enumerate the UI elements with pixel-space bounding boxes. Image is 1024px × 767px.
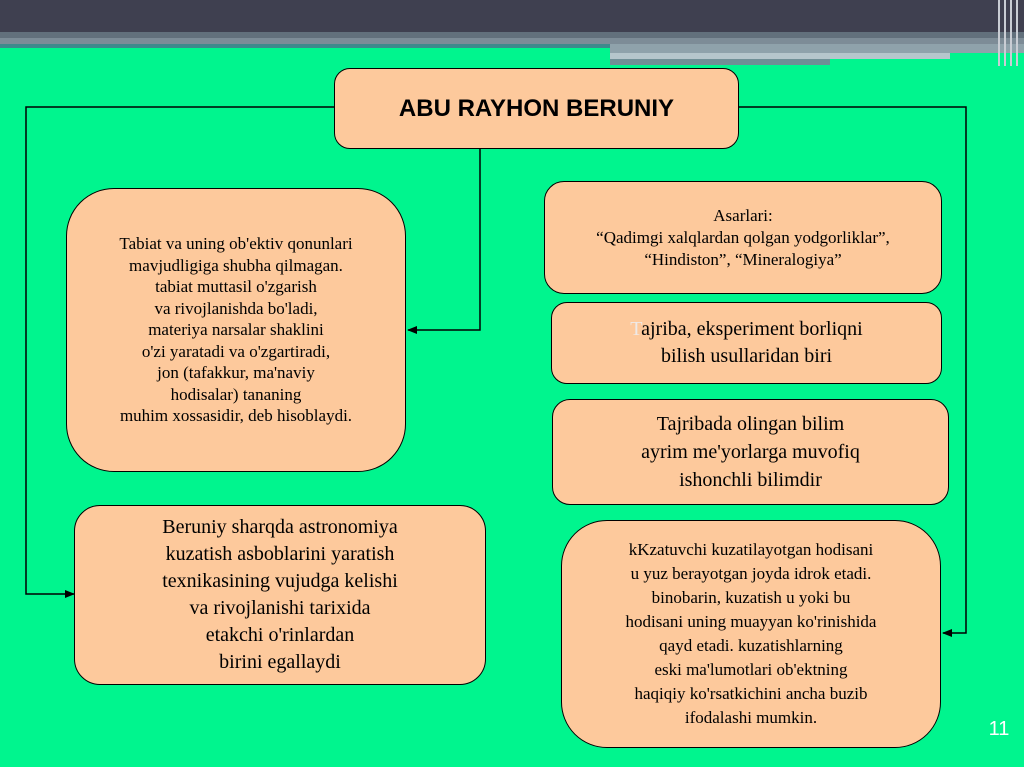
works-box: [544, 181, 942, 294]
diagram-title: ABU RAYHON BERUNIY: [334, 68, 739, 149]
experiment-first-letter: T: [630, 318, 642, 340]
astronomy-box: [74, 505, 486, 685]
knowledge-box: [552, 399, 949, 505]
experiment-text: ajriba, eksperiment borliqni bilish usullaridan biri: [641, 318, 863, 367]
experiment-text-wrapper: [630, 316, 862, 370]
experiment-box: [551, 302, 942, 384]
nature-laws-box: [66, 188, 406, 472]
astronomy-text: Beruniy sharqda astronomiya kuzatish asboblarini yaratish texnikasining vujudga kelishi va rivojlanishi tarixida etakchi o'rinlardan birini egallaydi: [162, 516, 398, 673]
works-text: Asarlari: “Qadimgi xalqlardan qolgan yodgorliklar”, “Hindiston”, “Mineralogiya”: [596, 205, 890, 269]
page-number: 11: [988, 718, 1010, 740]
connector-to-left-top-box: [408, 149, 480, 330]
nature-laws-text: Tabiat va uning ob'ektiv qonunlari mavjudligiga shubha qilmagan. tabiat muttasil o'zgarish va rivojlanishda bo'ladi, materiya narsalar shaklini o'zi yaratadi va o'zgartiradi, jon (tafakkur, ma'naviy hodisalar) tananing muhim xossasidir, deb hisoblaydi.: [119, 234, 353, 426]
observer-text: kKzatuvchi kuzatilayotgan hodisani u yuz berayotgan joyda idrok etadi. binobarin, kuzatish u yoki bu hodisani uning muayyan ko'rinishida qayd etadi. kuzatishlarning eski ma'lumotlari ob'ektning haqiqiy ko'rsatkichini ancha buzib ifodalashi mumkin.: [625, 540, 877, 727]
observer-box: [561, 520, 941, 748]
knowledge-text: Tajribada olingan bilim ayrim me'yorlarga muvofiq ishonchli bilimdir: [641, 413, 860, 491]
